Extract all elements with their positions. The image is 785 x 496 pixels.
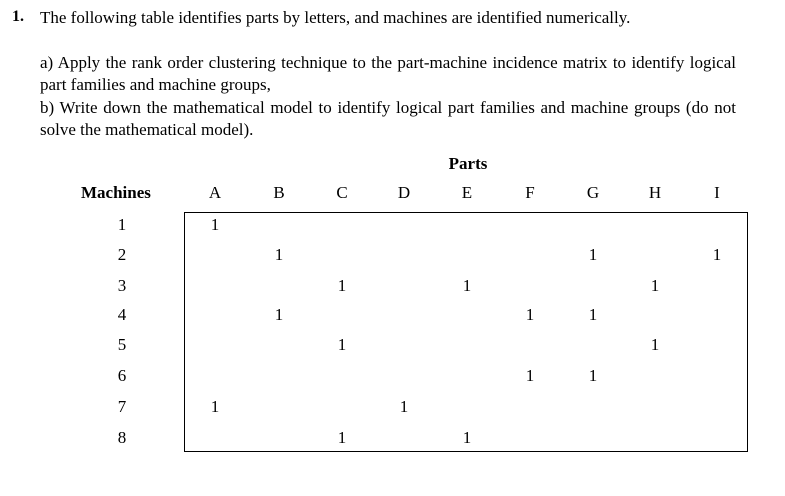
part-header-f: F	[525, 183, 535, 202]
incidence-cell-m4-g: 1	[588, 305, 598, 324]
part-header-e: E	[461, 183, 473, 202]
incidence-cell-m7-a: 1	[210, 397, 220, 416]
part-header-h: H	[648, 183, 662, 202]
machine-label-7: 7	[117, 397, 127, 416]
part-header-g: G	[586, 183, 600, 202]
incidence-cell-m2-g: 1	[588, 245, 598, 264]
machine-label-6: 6	[117, 366, 127, 385]
part-header-c: C	[336, 183, 348, 202]
machine-label-3: 3	[117, 276, 127, 295]
machine-label-1: 1	[117, 215, 127, 234]
machines-heading: Machines	[81, 183, 151, 202]
incidence-cell-m8-c: 1	[337, 428, 347, 447]
incidence-cell-m2-i: 1	[712, 245, 722, 264]
incidence-cell-m1-a: 1	[210, 215, 220, 234]
incidence-cell-m5-h: 1	[650, 335, 660, 354]
part-header-d: D	[397, 183, 411, 202]
machine-label-2: 2	[117, 245, 127, 264]
machine-label-5: 5	[117, 335, 127, 354]
task-a-text: a) Apply the rank order clustering technique to the part-machine incidence matrix to identify logical part families and machine groups,	[40, 53, 736, 94]
incidence-cell-m8-e: 1	[462, 428, 472, 447]
machine-label-4: 4	[117, 305, 127, 324]
task-b-text: b) Write down the mathematical model to identify logical part families and machine groups (do not solve the mathematical model).	[40, 98, 736, 139]
incidence-cell-m6-g: 1	[588, 366, 598, 385]
incidence-cell-m5-c: 1	[337, 335, 347, 354]
incidence-cell-m3-c: 1	[337, 276, 347, 295]
incidence-cell-m6-f: 1	[525, 366, 535, 385]
matrix-box	[184, 212, 748, 452]
incidence-cell-m7-d: 1	[399, 397, 409, 416]
incidence-cell-m3-h: 1	[650, 276, 660, 295]
machine-label-8: 8	[117, 428, 127, 447]
part-header-b: B	[273, 183, 285, 202]
incidence-cell-m2-b: 1	[274, 245, 284, 264]
part-header-a: A	[208, 183, 222, 202]
part-header-i: I	[714, 183, 720, 202]
incidence-cell-m4-f: 1	[525, 305, 535, 324]
question-intro: The following table identifies parts by letters, and machines are identified numerically.	[40, 8, 631, 27]
incidence-cell-m3-e: 1	[462, 276, 472, 295]
question-number: 1.	[12, 8, 24, 25]
incidence-cell-m4-b: 1	[274, 305, 284, 324]
parts-heading: Parts	[448, 154, 488, 173]
